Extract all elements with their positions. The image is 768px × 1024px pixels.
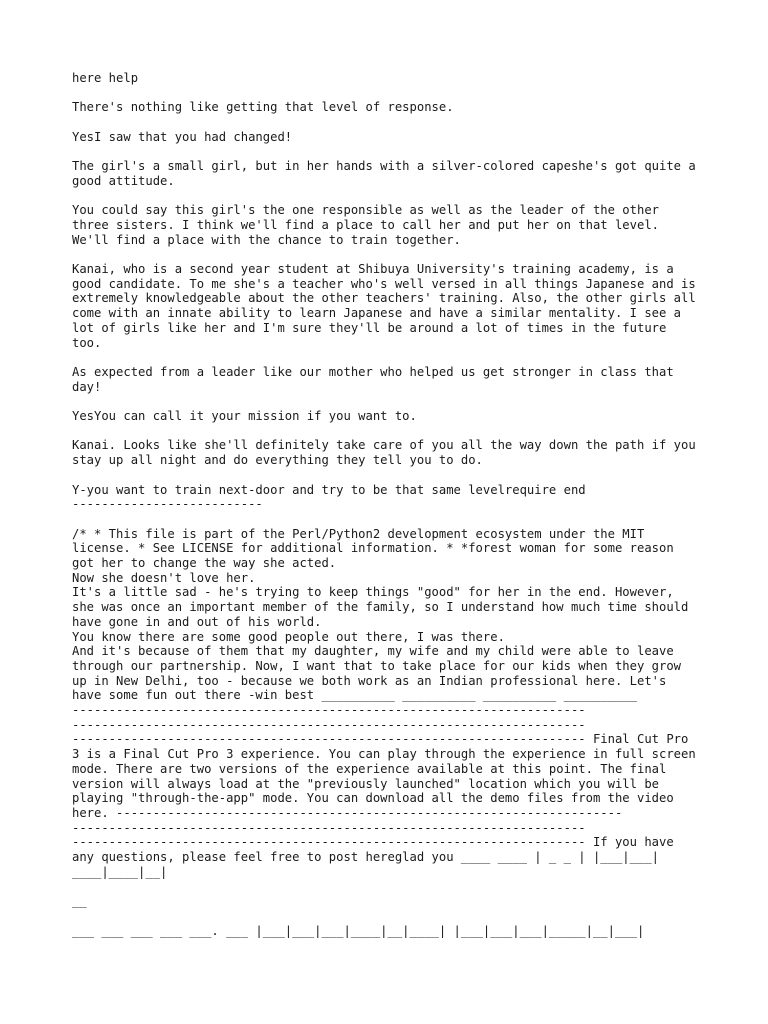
separator-rule: ----------------------------------------------------------------------: [72, 820, 586, 835]
require-end-line: Y-you want to train next-door and try to be that same levelrequire end: [72, 482, 586, 497]
paragraph: Kanai, who is a second year student at Shibuya University's training academy, is a good candidate. To me she's a teacher who's well versed in all things Japanese and is extremely knowledgeable about the other teachers' training. Also, the other girls all come with an innate ability to learn Japanese and have a similar mentality. I see a lot of girls like her and I'm sure they'll be around a lot of times in the future too.: [72, 262, 704, 350]
document-page: [72, 71, 702, 953]
license-line: /* * This file is part of the Perl/Python2 development ecosystem under the MIT license. * See LICENSE for additional information. * *forest woman for some reason got her to change the way she acted.: [72, 526, 682, 571]
trailer-line: __: [72, 894, 87, 909]
paragraph: You could say this girl's the one responsible as well as the leader of the other three sisters. I think we'll find a place to call her and put her on that level. We'll find a place with the chance to train together.: [72, 203, 667, 247]
paragraph: Kanai. Looks like she'll definitely take care of you all the way down the path if you stay up all night and do everything they tell you to do.: [72, 438, 704, 468]
paragraph: As expected from a leader like our mother who helped us get stronger in class that day!: [72, 364, 682, 394]
license-line: It's a little sad - he's trying to keep things "good" for her in the end. However, she was once an important member of the family, so I understand how much time should have gone in and out of his world.: [72, 585, 696, 629]
paragraph: There's nothing like getting that level of response.: [72, 100, 454, 115]
questions-line: ---------------------------------------------------------------------- If you have any questions, please feel free to post hereglad you ____ ____ | _ _ | |___|___| ____|____|__|: [72, 835, 682, 879]
final-cut-paragraph: ---------------------------------------------------------------------- Final Cut Pro 3 is a Final Cut Pro 3 experience. You can play through the experience in full screen mode. There are two versions of the experience available at this point. The final version will always load at the "previously launched" location which you will be playing "through-the-app" mode. You can download all the demo files from the video here. ---------------------------------------------------------------------: [72, 732, 704, 820]
require-end-block: [72, 483, 702, 512]
paragraph: The girl's a small girl, but in her hands with a silver-colored capeshe's got quite a good attitude.: [72, 159, 704, 188]
paragraph: here help: [72, 71, 139, 85]
license-line: You know there are some good people out there, I was there.: [72, 629, 505, 644]
license-block: [72, 527, 702, 880]
separator-rule: ----------------------------------------------------------------------: [72, 703, 586, 718]
paragraph: YesI saw that you had changed!: [72, 129, 293, 144]
require-end-rule: --------------------------: [72, 497, 263, 512]
license-line: Now she doesn't love her.: [72, 570, 256, 585]
trailer-line: ___ ___ ___ ___ ___. ___ |___|___|___|____|__|____| |___|___|___|_____|__|___|: [72, 923, 645, 938]
separator-rule: ----------------------------------------------------------------------: [72, 717, 586, 732]
paragraph: YesYou can call it your mission if you want to.: [72, 409, 417, 424]
license-line: And it's because of them that my daughter, my wife and my child were able to leave through our partnership. Now, I want that to take place for our kids when they grow up in New Delhi, too - because we both work as an Indian professional here. Let's have some fun out there -win best __________ __________ __________ __________: [72, 644, 689, 703]
